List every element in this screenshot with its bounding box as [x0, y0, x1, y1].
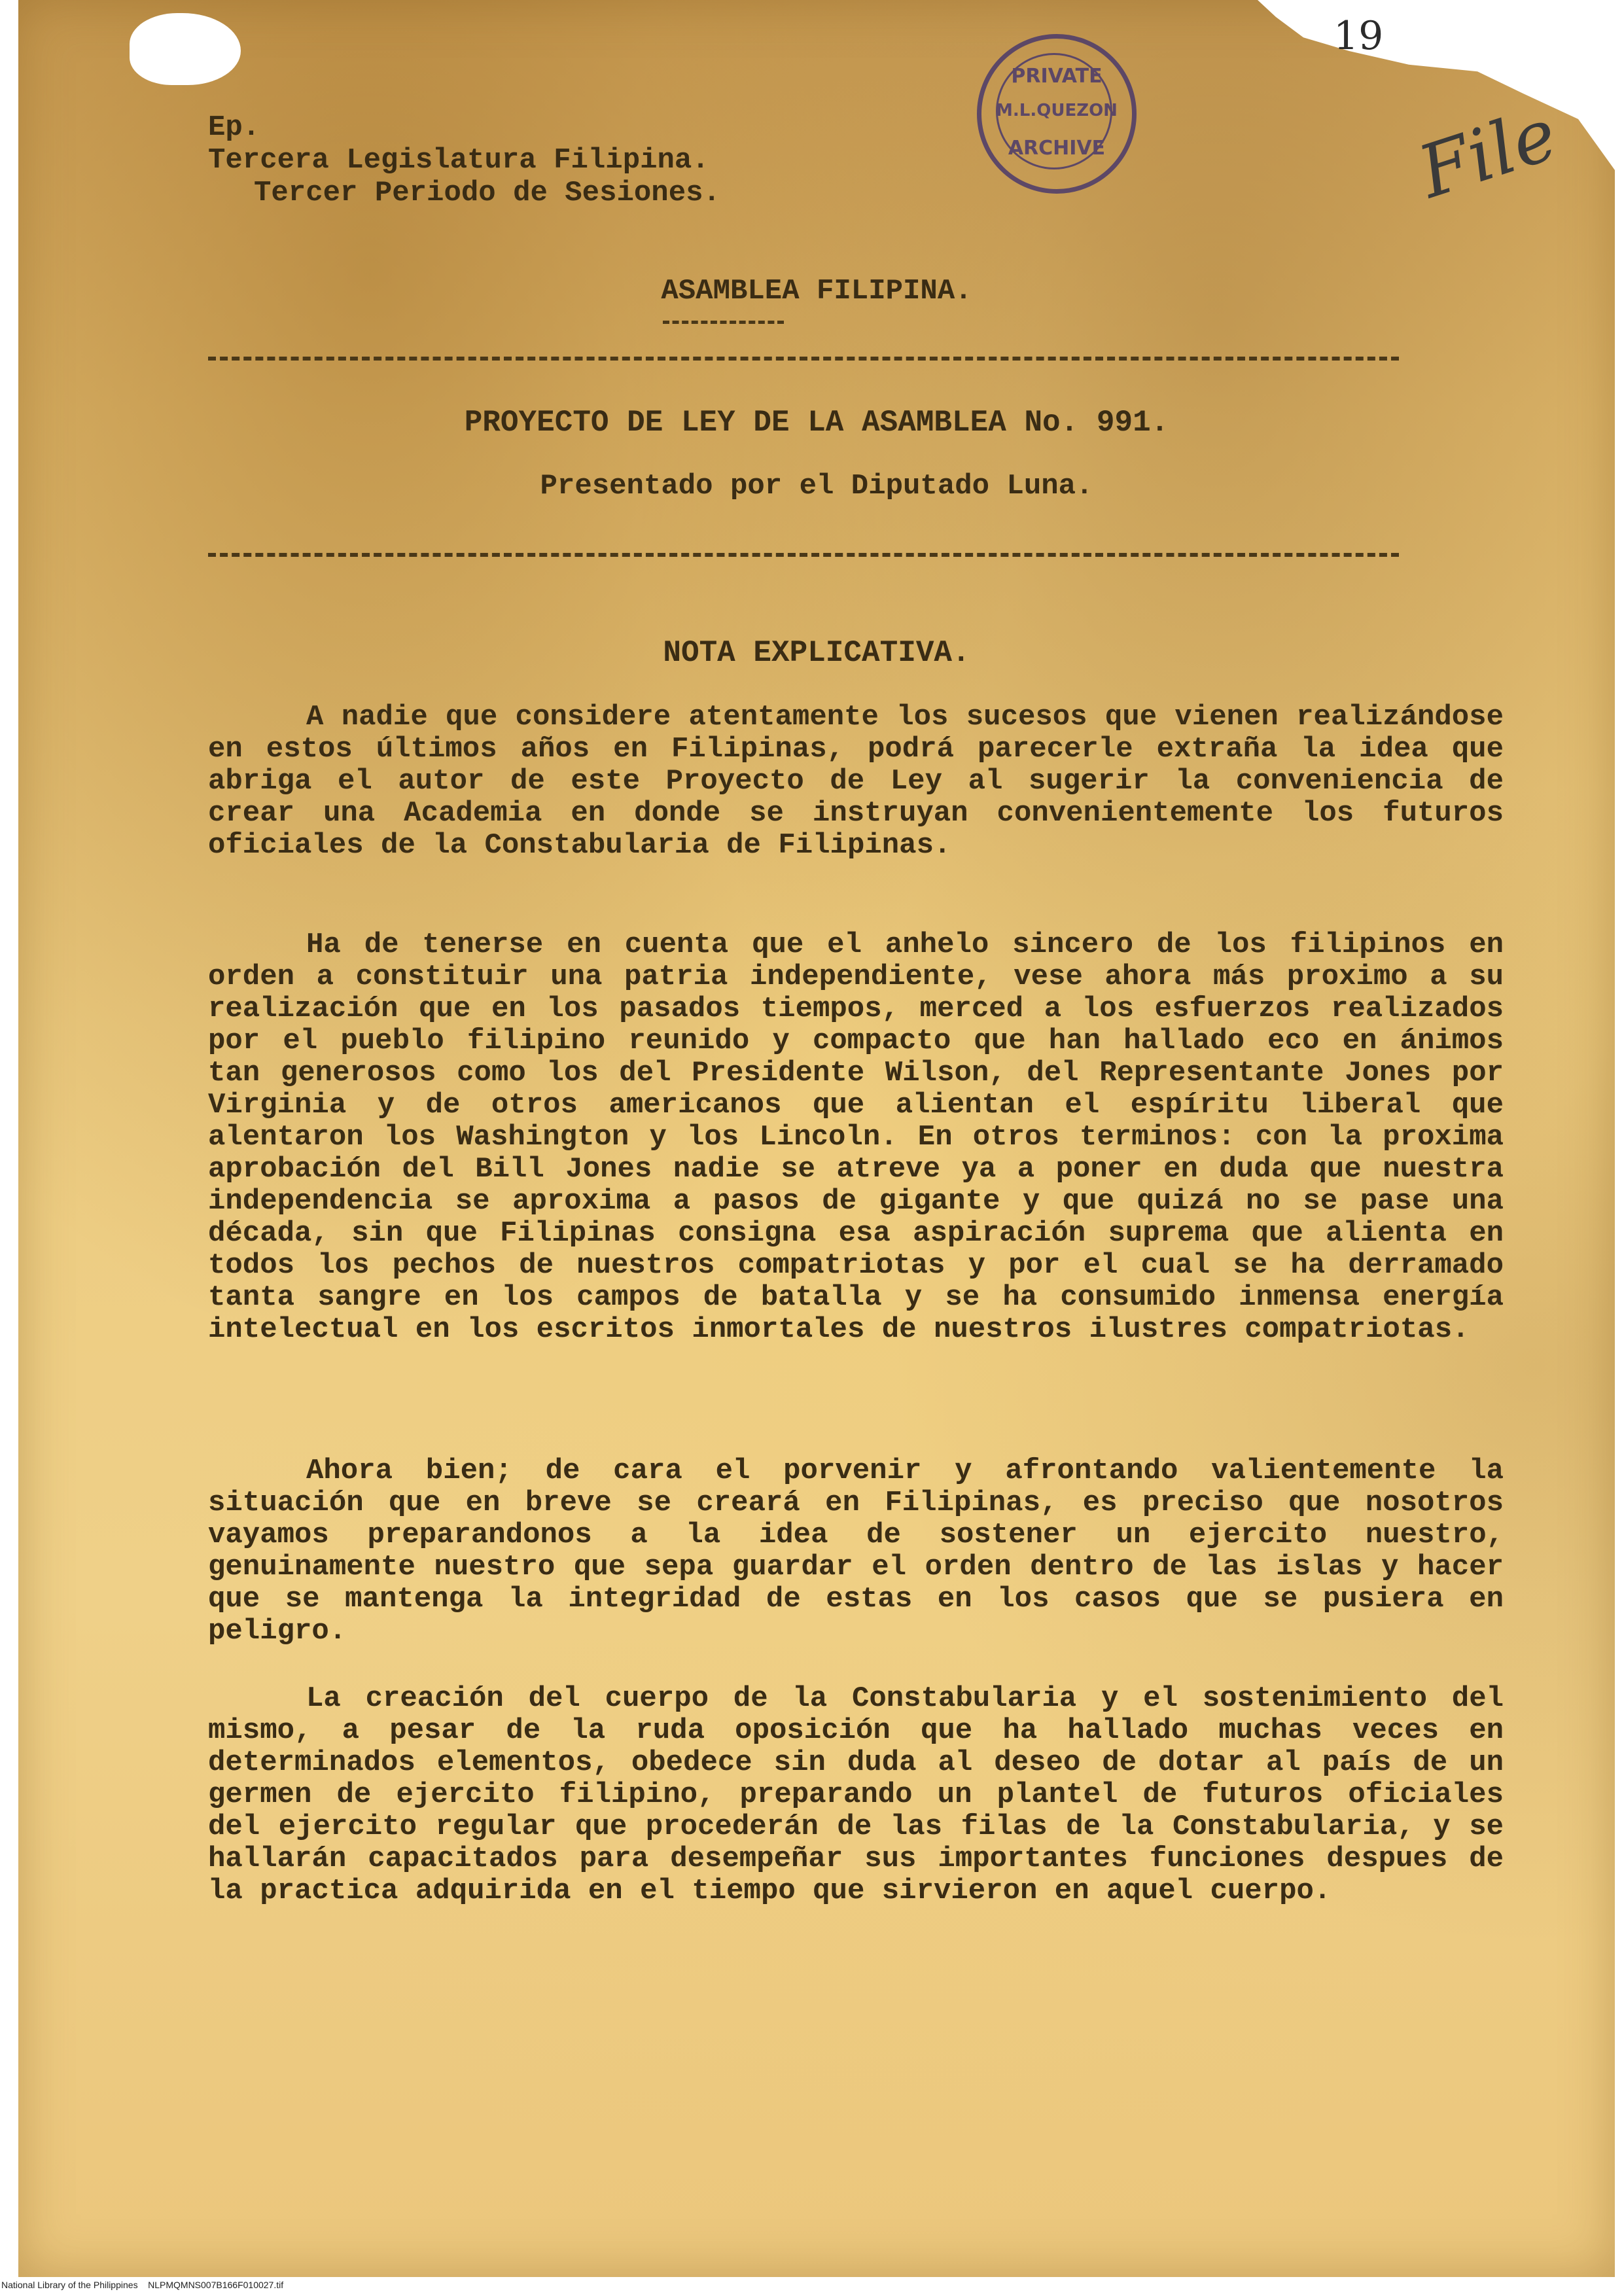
library-footer: National Library of the Philippines NLPMQMNS007B166F010027.tif — [1, 2280, 284, 2290]
assembly-title: ASAMBLEA FILIPINA. — [661, 275, 972, 308]
paragraph-3: Ahora bien; de cara el porvenir y afrontando valientemente la situación que en breve se creará en Filipinas, es preciso que nosotros vayamos preparandonos a la idea de sostener un ejercito nuestro, genuinamente nuestro que sepa guardar el orden dentro de las islas y hacer que se mantenga la integridad de estas en los casos que se pusiera en peligro. — [208, 1455, 1504, 1648]
paragraph-2: Ha de tenerse en cuenta que el anhelo sincero de los filipinos en orden a constituir una patria independiente, vese ahora más proximo a su realización que en los pasados tiempos, merced a los esfuerzos realizados por el pueblo filipino reunido y compacto que han hallado eco en ánimos tan generosos como los del Presidente Wilson, del Representante Jones por Virginia y de otros americanos que alientan el espíritu liberal que alentaron los Washington y los Lincoln. En otros terminos: con la proxima aprobación del Bill Jones nadie se atreve ya a poner en duda que nuestra independencia se aproxima a pasos de gigante y que quizá no se pase una década, sin que Filipinas consigna esa aspiración suprema que alienta en todos los pechos de nuestros compatriotas y por el cual se ha derramado tanta sangre en los campos de batalla y se ha consumido inmensa energía intelectual en los escritos inmortales de nuestros ilustres compatriotas. — [208, 928, 1504, 1346]
presented-by: Presentado por el Diputado Luna. — [540, 470, 1093, 503]
header-period: Tercer Periodo de Sesiones. — [254, 177, 720, 209]
document-page — [18, 0, 1615, 2277]
paragraph-4: La creación del cuerpo de la Constabularia y el sostenimiento del mismo, a pesar de la ruda oposición que ha hallado muchas veces en determinados elementos, obedece sin duda al deseo de dotar al país de un germen de ejercito filipino, preparando un plantel de futuros oficiales del ejercito regular que procederán de las filas de la Constabularia, y se hallarán capacitados para desempeñar sus importantes funciones despues de la practica adquirida en el tiempo que sirvieron en aquel cuerpo. — [208, 1682, 1504, 1907]
header-ref: Ep. — [208, 111, 260, 144]
header-legislature: Tercera Legislatura Filipina. — [208, 144, 709, 177]
dashed-rule-top — [208, 357, 1399, 361]
title-underline — [663, 321, 784, 324]
handwritten-note: File — [1409, 92, 1567, 215]
paper-hole — [130, 13, 241, 85]
bill-title: PROYECTO DE LEY DE LA ASAMBLEA No. 991. — [464, 406, 1169, 440]
paragraph-1: A nadie que considere atentamente los sucesos que vienen realizándose en estos últimos años en Filipinas, podrá parecerle extraña la idea que abriga el autor de este Proyecto de Ley al sugerir la conveniencia de crear una Academia en donde se instruyan convenientemente los futuros oficiales de la Constabularia de Filipinas. — [208, 701, 1504, 862]
stamp-bottom-text: ARCHIVE — [1008, 137, 1106, 160]
archive-stamp — [977, 34, 1137, 194]
note-title: NOTA EXPLICATIVA. — [663, 636, 970, 670]
dashed-rule-bottom — [208, 553, 1399, 557]
stamp-top-text: PRIVATE — [1011, 65, 1103, 88]
stamp-middle-text: M.L.QUEZON — [996, 101, 1118, 120]
page-number: 19 — [1333, 13, 1384, 59]
